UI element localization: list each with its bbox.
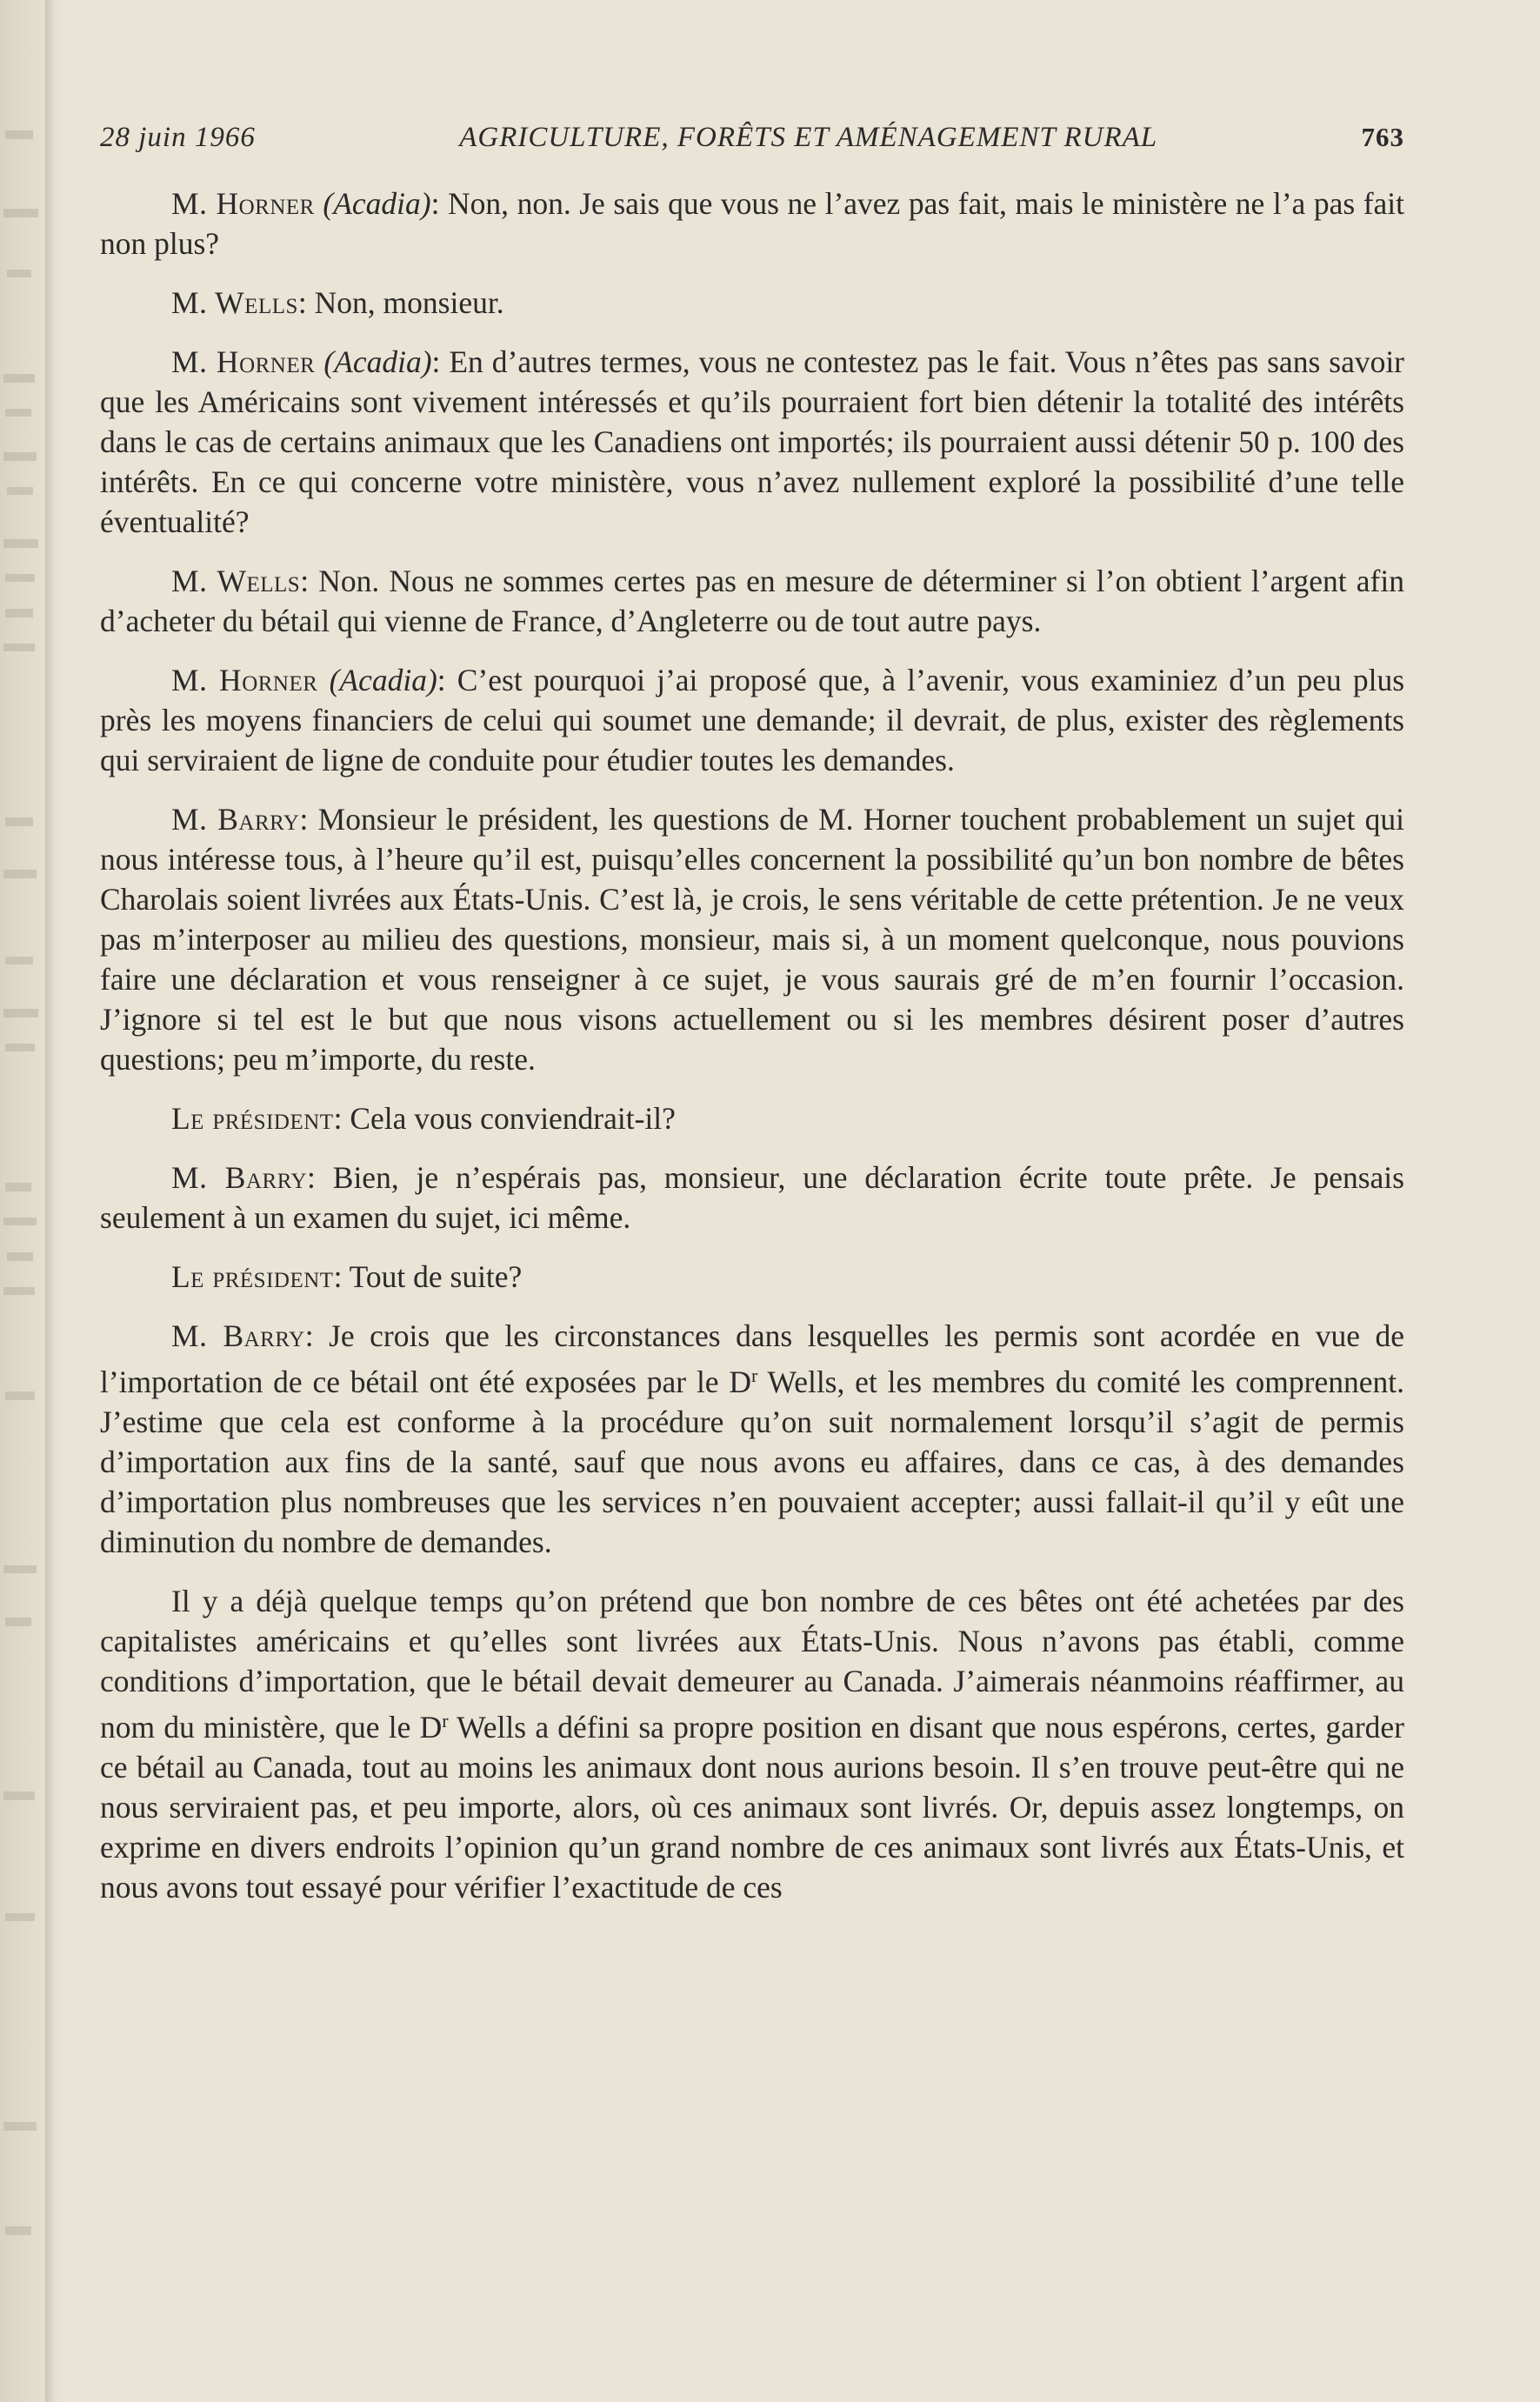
- paragraph-text: Non, non. Je sais que vous ne l’avez pas fait, mais le ministère ne l’a pas fait non plus?: [100, 186, 1404, 261]
- paragraph-text: Non. Nous ne sommes certes pas en mesure de déterminer si l’on obtient l’argent afin d’acheter du bétail qui vienne de France, d’Angleterre ou de tout autre pays.: [100, 564, 1404, 638]
- document-page: [100, 122, 1404, 1926]
- paragraph-text: Monsieur le président, les questions de M. Horner touchent probablement un sujet qui nous intéresse tous, à l’heure qu’il est, puisqu’elles concernent la possibilité qu’un bon nombre de bêtes Charolais soient livrées aux États-Unis. C’est là, je crois, le sens véritable de cette prétention. Je ne veux pas m’interposer au milieu des questions, monsieur, mais si, à un moment quelconque, nous pouvions faire une déclaration et vous renseigner à ce sujet, je vous saurais gré de m’en fournir l’occasion. J’ignore si tel est le but que nous visons actuellement ou si les membres désirent poser d’autres questions; peu m’importe, du reste.: [100, 802, 1404, 1077]
- paragraph-text: En d’autres termes, vous ne contestez pas le fait. Vous n’êtes pas sans savoir que les Américains sont vivement intéressés et qu’ils pourraient fort bien détenir la totalité des intérêts dans le cas de certains animaux que les Canadiens ont importés; ils pourraient aussi détenir 50 p. 100 des intérêts. En ce qui concerne votre ministère, vous n’avez nullement exploré la possibilité d’une telle éventualité?: [100, 344, 1405, 539]
- transcript-paragraph: [100, 1581, 1404, 1907]
- transcript-paragraph: [100, 1257, 1404, 1297]
- speaker-separator: :: [300, 564, 319, 598]
- superscript: r: [442, 1710, 449, 1731]
- speaker-separator: :: [431, 344, 450, 379]
- speaker-separator: :: [430, 186, 449, 221]
- paragraph-text: Non, monsieur.: [314, 285, 504, 320]
- speaker-name: M. Barry: [171, 802, 300, 837]
- speaker-separator: :: [437, 663, 457, 697]
- paragraph-text: Je crois que les circonstances dans lesquelles les permis sont acordée en vue de l’importation de ce bétail ont été exposées par le D: [100, 1318, 1404, 1399]
- paragraph-text: Wells a défini sa propre position en disant que nous espérons, certes, garder ce bétail au Canada, tout au moins les animaux dont nous aurions besoin. Il s’en trouve peut-être qui ne nous serviraient pas, et peu importe, alors, où ces animaux sont livrés. Or, depuis assez longtemps, on exprime en divers endroits l’opinion qu’un grand nombre de ces animaux sont livrés aux États-Unis, et nous avons tout essayé pour vérifier l’exactitude de ces: [100, 1710, 1404, 1905]
- speaker-separator: :: [307, 1160, 333, 1195]
- transcript-paragraph: [100, 183, 1404, 264]
- transcript-paragraph: [100, 660, 1404, 780]
- paragraph-text: Il y a déjà quelque temps qu’on prétend que bon nombre de ces bêtes ont été achetées par des capitalistes américains et qu’elles sont livrées aux États-Unis. Nous n’avons pas établi, comme conditions d’importation, que le bétail devait demeurer au Canada. J’aimerais néanmoins réaffirmer, au nom du ministère, que le D: [100, 1584, 1404, 1745]
- speaker-riding: (Acadia): [323, 344, 432, 379]
- paragraph-text: Cela vous conviendrait-il?: [350, 1101, 676, 1136]
- superscript: r: [751, 1364, 758, 1386]
- speaker-riding: (Acadia): [329, 663, 437, 697]
- binding-edge: [45, 0, 54, 2402]
- speaker-name: M. Horner: [171, 186, 315, 221]
- speaker-separator: :: [297, 285, 315, 320]
- paragraph-text: Bien, je n’espérais pas, monsieur, une déclaration écrite toute prête. Je pensais seulement à un examen du sujet, ici même.: [100, 1160, 1404, 1235]
- page-number: 763: [1361, 122, 1404, 152]
- speaker-name: M. Barry: [171, 1318, 305, 1353]
- speaker-name: M. Horner: [171, 663, 318, 697]
- paragraph-text: Wells, et les membres du comité les comprennent. J’estime que cela est conforme à la procédure qu’on suit normalement lorsqu’il s’agit de permis d’importation aux fins de la santé, sauf que nous avons eu affaires, dans ce cas, à des demandes d’importation plus nombreuses que les services n’en pouvaient accepter; aussi fallait-il qu’il y eût une diminution du nombre de demandes.: [100, 1364, 1404, 1559]
- speaker-separator: :: [333, 1101, 350, 1136]
- header-date: 28 juin 1966: [100, 122, 256, 153]
- speaker-name: M. Wells: [171, 285, 298, 320]
- transcript-paragraph: [100, 283, 1404, 323]
- transcript-paragraph: [100, 1098, 1404, 1138]
- paragraph-text: C’est pourquoi j’ai proposé que, à l’avenir, vous examiniez d’un peu plus près les moyens financiers de celui qui soumet une demande; il devrait, de plus, exister des règlements qui serviraient de ligne de conduite pour étudier toutes les demandes.: [100, 663, 1405, 777]
- speaker-name: Le président: [171, 1259, 334, 1294]
- transcript-paragraph: [100, 1158, 1404, 1238]
- paragraph-text: Tout de suite?: [349, 1259, 523, 1294]
- speaker-name: Le président: [171, 1101, 334, 1136]
- transcript-body: [100, 183, 1404, 1907]
- speaker-name: M. Barry: [171, 1160, 308, 1195]
- speaker-separator: :: [304, 1318, 330, 1353]
- speaker-riding: (Acadia): [323, 186, 431, 221]
- speaker-separator: :: [333, 1259, 350, 1294]
- speaker-name: M. Horner: [171, 344, 316, 379]
- transcript-paragraph: [100, 342, 1404, 542]
- header-title: AGRICULTURE, FORÊTS ET AMÉNAGEMENT RURAL: [459, 122, 1158, 153]
- transcript-paragraph: [100, 561, 1404, 641]
- transcript-paragraph: [100, 799, 1404, 1079]
- speaker-separator: :: [299, 802, 318, 837]
- transcript-paragraph: [100, 1316, 1404, 1562]
- speaker-name: M. Wells: [171, 564, 301, 598]
- running-header: [100, 122, 1404, 154]
